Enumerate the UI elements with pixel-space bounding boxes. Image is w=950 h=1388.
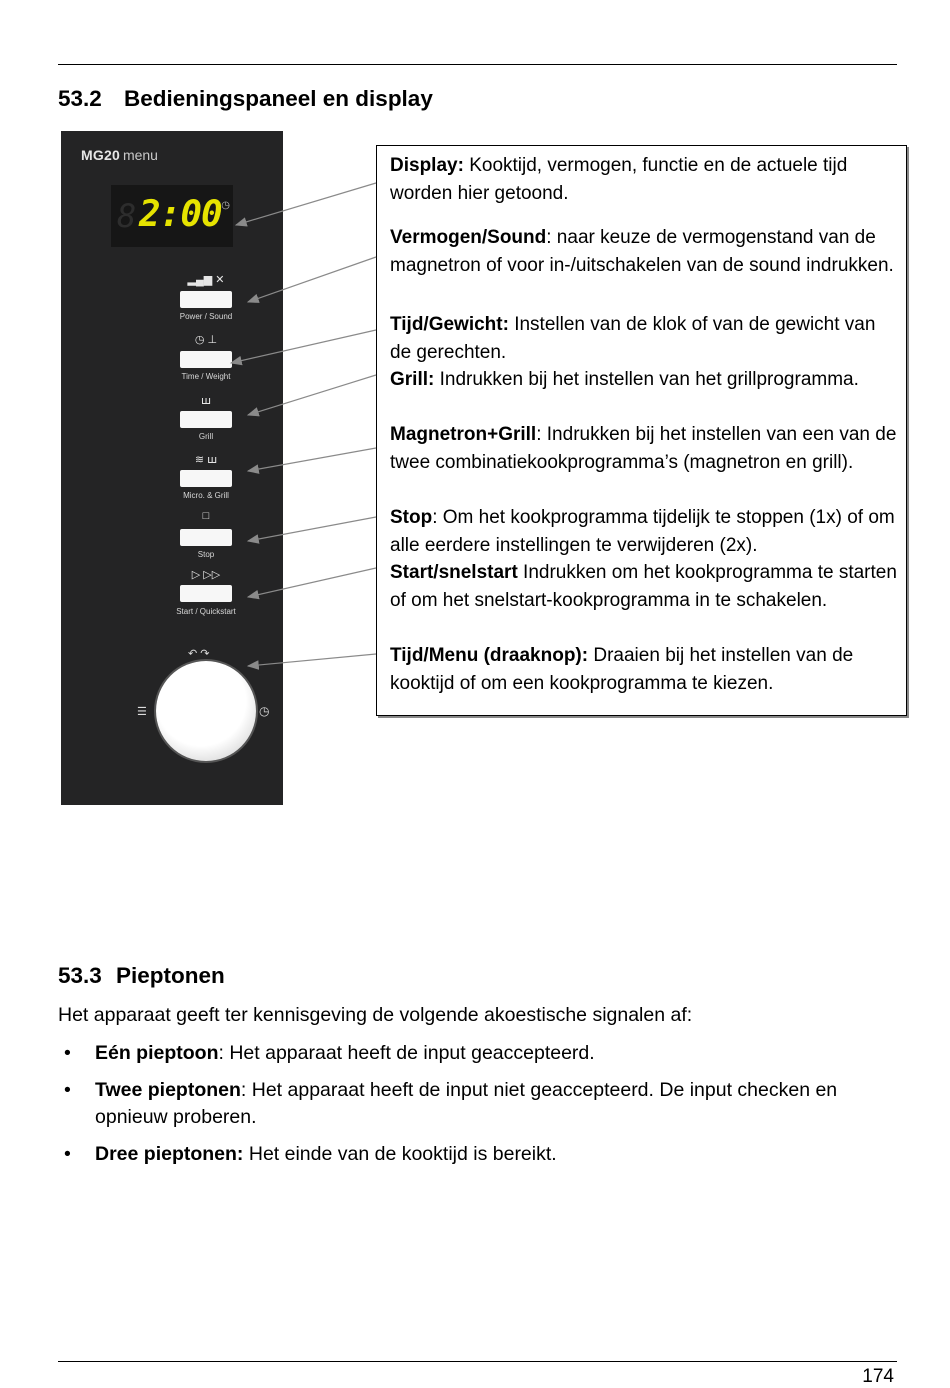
footer-rule [58,1361,897,1362]
start-quickstart-icons: ▷ ▷▷ [191,569,221,581]
display-time: 2:00 [139,194,222,235]
callout-stop: Stop: Om het kookprogramma tijdelijk te stoppen (1x) of om alle eerdere instellingen te verwijderen (2x). [390,507,895,556]
menu-label: menu [122,147,158,163]
start-quickstart-label: Start / Quickstart [176,607,236,616]
menu-list-icon: ☰ [137,706,147,718]
callout-power-sound: Vermogen/Sound: naar keuze de vermogenstand van de magnetron of voor in-/uitschakelen van de sound indrukken. [390,227,894,276]
power-sound-button[interactable] [180,291,232,308]
clock-icon: ◷ [259,704,270,718]
intro-paragraph: Het apparaat geeft ter kennisgeving de volgende akoestische signalen af: [58,1004,693,1026]
time-weight-label: Time / Weight [181,372,231,381]
callout-box [376,145,907,716]
list-item: • Eén pieptoon: Het apparaat heeft de input geaccepteerd. [64,1042,595,1064]
power-sound-icons: ▂▄▆ ✕ [187,274,225,286]
section-title: Bedieningspaneel en display [124,86,433,111]
list-item: • Twee pieptonen: Het apparaat heeft de input niet geaccepteerd. De input checken en opnieuw proberen. [64,1079,838,1128]
section-title: Pieptonen [116,963,225,988]
grill-button[interactable] [180,411,232,428]
callout-knob: Tijd/Menu (draaknop): Draaien bij het instellen van de kooktijd of om een kookprogramma te kiezen. [390,645,854,694]
stop-label: Stop [197,550,215,559]
callout-time-weight: Tijd/Gewicht: Instellen van de klok of van de gewicht van de gerechten. [390,314,876,363]
time-weight-icons: ◷ ⊥ [194,334,218,346]
grill-label: Grill [198,432,214,441]
section-number: 53.2 [58,86,102,111]
control-panel-image [61,131,283,805]
micro-grill-label: Micro. & Grill [183,491,229,500]
page-number: 174 [862,1366,894,1387]
stop-icon: □ [202,510,210,522]
section-number: 53.3 [58,963,102,988]
model-label: MG20 [81,147,120,163]
callout-grill: Grill: Indrukken bij het instellen van het grillprogramma. [390,369,859,390]
beep-list [58,1040,898,1178]
ghost-digit: 8 [117,197,137,235]
grill-icon: ꟺ [200,395,212,407]
power-sound-label: Power / Sound [179,312,233,321]
rotate-arrows-icon: ↶ ↷ [188,648,210,660]
panel-brand [81,147,158,163]
callout-micro-grill: Magnetron+Grill: Indrukken bij het instellen van een van de twee combinatiekookprogramma’s (magnetron en grill). [390,424,897,473]
micro-grill-button[interactable] [180,470,232,487]
list-item: • Dree pieptonen: Het einde van de kooktijd is bereikt. [64,1143,557,1165]
header-rule [58,64,897,65]
section-heading-53-2 [58,86,433,112]
start-quickstart-button[interactable] [180,585,232,602]
stop-button[interactable] [180,529,232,546]
micro-grill-icons: ≋ ꟺ [194,454,218,466]
section-heading-53-3 [58,963,225,989]
callout-start: Start/snelstart Indrukken om het kookprogramma te starten of om het snelstart-kookprogramma in te schakelen. [390,562,897,611]
clock-icon: ◷ [221,200,230,211]
time-weight-button[interactable] [180,351,232,368]
led-display [111,185,233,247]
callout-display: Display: Kooktijd, vermogen, functie en de actuele tijd worden hier getoond. [390,155,848,204]
time-menu-knob[interactable] [156,661,256,761]
